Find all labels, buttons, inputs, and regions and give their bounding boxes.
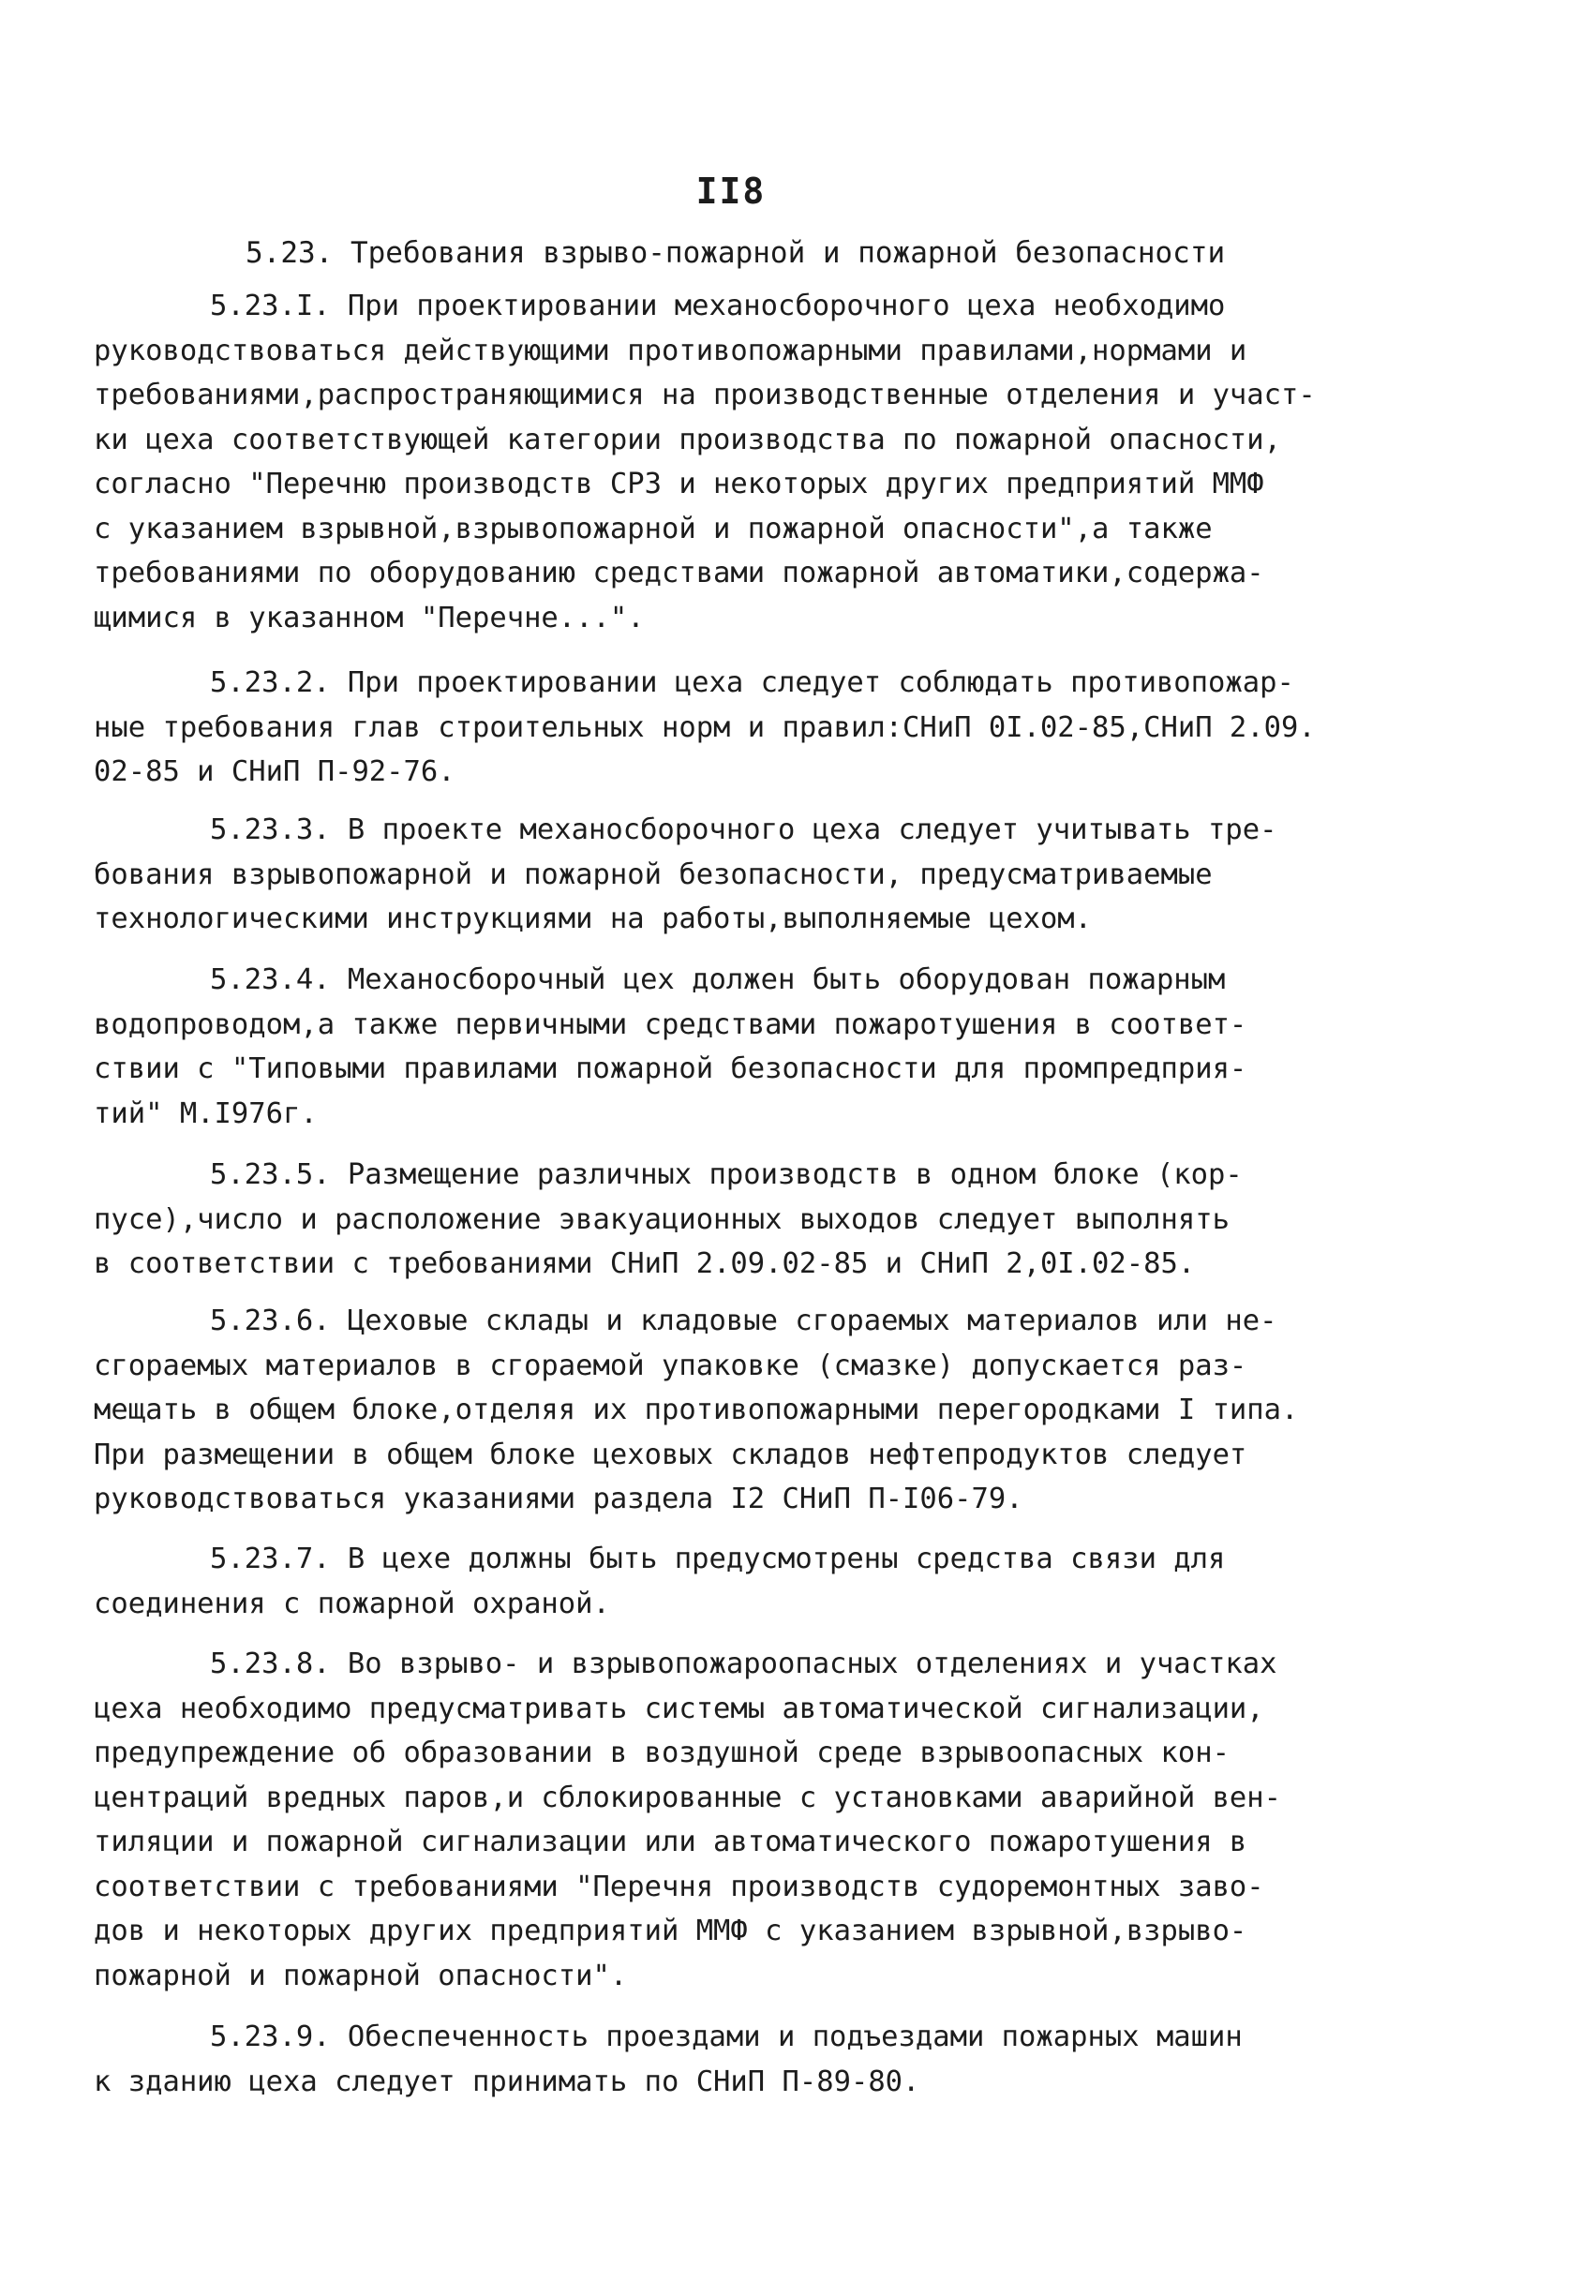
paragraph-line: 5.23.8. Во взрыво- и взрывопожароопасных отделениях и участках <box>210 1647 1277 1680</box>
paragraph-line: 5.23.I. При проектировании механосборочного цеха необходимо <box>210 290 1226 322</box>
paragraph-line: цеха необходимо предусматривать системы автоматической сигнализации, <box>94 1692 1264 1725</box>
section-title: 5.23. Требования взрыво-пожарной и пожарной безопасности <box>246 236 1226 270</box>
page-number: II8 <box>695 171 767 212</box>
paragraph-line: сгораемых материалов в сгораемой упаковке (смазке) допускается раз- <box>94 1349 1247 1382</box>
paragraph-line: ки цеха соответствующей категории производства по пожарной опасности, <box>94 423 1282 456</box>
paragraph-line: 5.23.2. При проектировании цеха следует соблюдать противопожар- <box>210 666 1294 699</box>
paragraph-line: в соответствии с требованиями СНиП 2.09.02-85 и СНиП 2,0I.02-85. <box>94 1247 1196 1280</box>
paragraph-line: руководствоваться указаниями раздела I2 СНиП П-I06-79. <box>94 1483 1023 1515</box>
paragraph-line: тий" М.I976г. <box>94 1096 318 1130</box>
paragraph-line: 02-85 и СНиП П-92-76. <box>94 755 455 788</box>
paragraph-line: 5.23.7. В цехе должны быть предусмотрены средства связи для <box>210 1543 1226 1575</box>
paragraph-line: ные требования глав строительных норм и правил:СНиП 0I.02-85,СНиП 2.09. <box>94 710 1316 744</box>
paragraph-line: водопроводом,а также первичными средствами пожаротушения в соответ- <box>94 1007 1247 1041</box>
paragraph-line: пусе),число и расположение эвакуационных выходов следует выполнять <box>94 1202 1230 1236</box>
paragraph-5-23-3 <box>94 808 1415 942</box>
paragraph-line: технологическими инструкциями на работы,выполняемые цехом. <box>94 902 1093 935</box>
paragraph-line: руководствоваться действующими противопожарными правилами,нормами и <box>94 334 1247 367</box>
paragraph-5-23-1 <box>94 284 1415 640</box>
paragraph-5-23-7 <box>94 1537 1415 1626</box>
paragraph-line: соответствии с требованиями "Перечня производств судоремонтных заво- <box>94 1870 1264 1903</box>
paragraph-line: 5.23.9. Обеспеченность проездами и подъездами пожарных машин <box>210 2020 1243 2053</box>
paragraph-line: 5.23.5. Размещение различных производств в одном блоке (кор- <box>210 1158 1243 1191</box>
paragraph-line: 5.23.4. Механосборочный цех должен быть оборудован пожарным <box>210 963 1226 996</box>
paragraph-line: требованиями,распространяющимися на производственные отделения и участ- <box>94 379 1316 411</box>
paragraph-line: согласно "Перечню производств СРЗ и некоторых других предприятий ММФ <box>94 468 1264 500</box>
paragraph-line: с указанием взрывной,взрывопожарной и пожарной опасности",а также <box>94 512 1213 545</box>
paragraph-line: щимися в указанном "Перечне...". <box>94 601 645 634</box>
paragraph-line: требованиями по оборудованию средствами пожарной автоматики,содержа- <box>94 557 1264 589</box>
paragraph-line: мещать в общем блоке,отделяя их противопожарными перегородками I типа. <box>94 1394 1299 1426</box>
paragraph-line: соединения с пожарной охраной. <box>94 1587 610 1620</box>
paragraph-5-23-8 <box>94 1642 1415 1998</box>
paragraph-line: При размещении в общем блоке цеховых складов нефтепродуктов следует <box>94 1438 1247 1471</box>
paragraph-line: тиляции и пожарной сигнализации или автоматического пожаротушения в <box>94 1826 1247 1858</box>
paragraph-line: предупреждение об образовании в воздушной среде взрывоопасных кон- <box>94 1737 1230 1769</box>
paragraph-line: бования взрывопожарной и пожарной безопасности, предусматриваемые <box>94 857 1213 891</box>
paragraph-line: центраций вредных паров,и сблокированные с установками аварийной вен- <box>94 1781 1282 1814</box>
paragraph-5-23-6 <box>94 1299 1415 1522</box>
paragraph-line: к зданию цеха следует принимать по СНиП П-89-80. <box>94 2065 920 2098</box>
paragraph-line: 5.23.6. Цеховые склады и кладовые сгораемых материалов или не- <box>210 1305 1277 1337</box>
paragraph-5-23-2 <box>94 661 1415 795</box>
paragraph-line: дов и некоторых других предприятий ММФ с указанием взрывной,взрыво- <box>94 1915 1247 1947</box>
paragraph-5-23-5 <box>94 1153 1415 1287</box>
paragraph-line: 5.23.3. В проекте механосборочного цеха следует учитывать тре- <box>210 813 1277 846</box>
paragraph-5-23-9 <box>94 2015 1415 2104</box>
paragraph-line: пожарной и пожарной опасности". <box>94 1959 628 1992</box>
paragraph-line: ствии с "Типовыми правилами пожарной безопасности для промпредприя- <box>94 1052 1247 1085</box>
paragraph-5-23-4 <box>94 958 1415 1136</box>
